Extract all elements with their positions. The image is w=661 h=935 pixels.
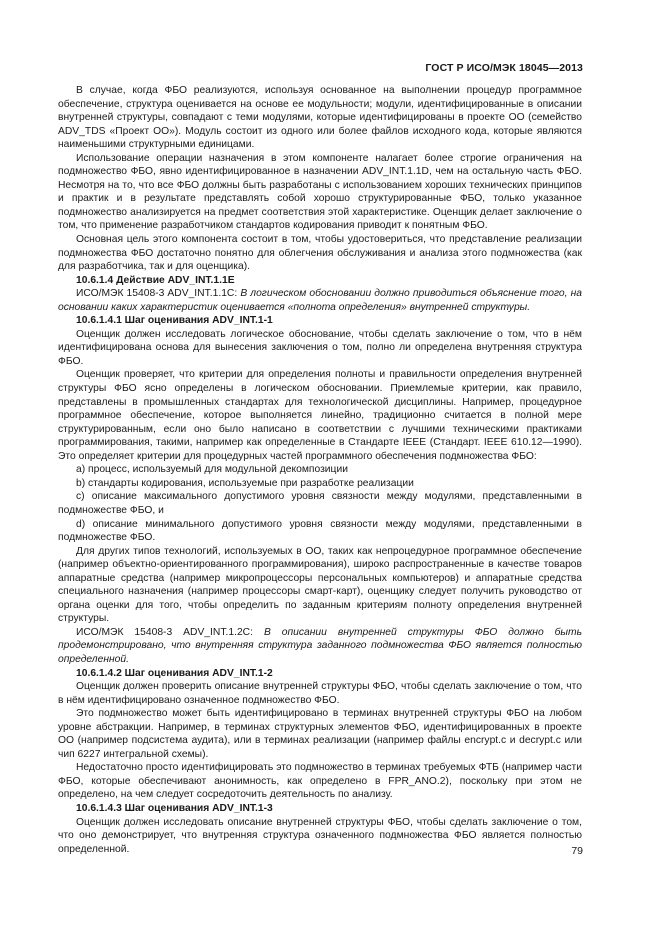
section-heading [58,802,582,816]
paragraph [58,287,582,314]
section-heading [58,667,582,681]
list-item [58,477,582,491]
paragraph [58,233,582,274]
requirement-text: В логическом обосновании должно приводиться объяснение того, на основании каких характеристик оценивается «полнота определения» внутренней структуры. [58,288,582,313]
paragraph-text: b) стандарты кодирования, используемые при разработке реализации [76,477,414,489]
document-body [58,84,582,856]
paragraph [58,545,582,626]
paragraph-text: Оценщик проверяет, что критерии для определения полноты и правильности определения внутренней структуры ФБО ясно определены в логическом обосновании. Приемлемые критерии, как правило, представлены в промышленных стандартах для технологической дисциплины. Например, процедурное программное обеспечение, которое выполняется линейно, традиционно считается в полной мере структурированным, если оно было написано в соответствии с лучшими техническими практиками программирования, такими, например как определенные в Стандарте IEEE (Стандарт. IEEE 610.12—1990). Это определяет критерии для процедурных частей программного обеспечения подмножества ФБО: [58,369,582,462]
paragraph-text: ИСО/МЭК 15408-3 ADV_INT.1.2C: [76,626,264,638]
paragraph-text: Использование операции назначения в этом компоненте налагает более строгие ограничения на подмножество ФБО, явно идентифицированное в назначении ADV_INT.1.1D, чем на остальную часть ФБО. Несмотря на то, что все ФБО должны быть разработаны с использованием хороших технических принципов и практик и в результате представлять собой хорошо структурированные ФБО, только указанное подмножество анализируется на предмет соответствия этой характеристике. Оценщик делает заключение о том, что применение разработчиком стандартов кодирования приводит к понятным ФБО. [58,152,582,232]
paragraph-text: В случае, когда ФБО реализуются, используя основанное на выполнении процедур программное обеспечение, структура оценивается на основе ее модульности; модули, идентифицированные в описании внутренней структуры, совпадают с теми модулями, которые идентифицированы в проекте ОО (семейство ADV_TDS «Проект ОО»). Модуль состоит из одного или более файлов исходного кода, которые являются наименьшими структурными единицами. [58,85,582,151]
paragraph [58,84,582,152]
paragraph [58,368,582,463]
section-heading [58,314,582,328]
paragraph-text: Оценщик должен проверить описание внутренней структуры ФБО, чтобы сделать заключение о том, что в нём идентифицировано означенное подмножество ФБО. [58,681,582,706]
list-item [58,463,582,477]
paragraph-text: c) описание максимального допустимого уровня связности между модулями, представленными в подмножестве ФБО, и [58,491,582,516]
paragraph-text: d) описание минимального допустимого уровня связности между модулями, представленными в подмножестве ФБО. [58,518,582,544]
paragraph-text: ИСО/МЭК 15408-3 ADV_INT.1.1C: [76,288,241,300]
paragraph [58,680,582,707]
paragraph [58,707,582,761]
paragraph [58,816,582,857]
paragraph-text: 10.6.1.4 Действие ADV_INT.1.1E [76,274,235,286]
paragraph [58,761,582,802]
paragraph-text: Оценщик должен исследовать описание внутренней структуры ФБО, чтобы сделать заключение о том, что оно демонстрирует, что внутренняя структура означенного подмножества ФБО является полностью определенной. [58,816,582,855]
list-item [58,490,582,517]
paragraph-text: 10.6.1.4.1 Шаг оценивания ADV_INT.1-1 [76,315,273,327]
paragraph-text: a) процесс, используемый для модульной декомпозиции [76,464,348,476]
paragraph-text: Недостаточно просто идентифицировать это подмножество в терминах требуемых ФТБ (например части ФБО, которые обеспечивают анонимность, как определено в FPR_ANO.2), поскольку при этом не определено, на чем следует сосредоточить деятельность по анализу. [58,762,582,801]
section-heading [58,274,582,288]
paragraph-text: Оценщик должен исследовать логическое обоснование, чтобы сделать заключение о том, что в нём идентифицирована основа для вынесения заключения о том, полно ли определена внутренняя структура ФБО. [58,328,582,367]
paragraph-text: 10.6.1.4.2 Шаг оценивания ADV_INT.1-2 [76,667,273,679]
requirement-text: В описании внутренней структуры ФБО должно быть продемонстрировано, что внутренняя структура заданного подмножества ФБО является полностью определенной. [58,626,582,665]
paragraph-text: Основная цель этого компонента состоит в том, чтобы удостовериться, что представление реализации подмножества ФБО достаточно понятно для облегчения обслуживания и анализа этого подмножества (как для разработчика, так и для оценщика). [58,234,582,273]
paragraph-text: Для других типов технологий, используемых в ОО, таких как непроцедурное программное обеспечение (например объектно-ориентированного программирования), широко распространенные в качестве товаров аппаратные средства (например микропроцессоры персональных компьютеров) и аппаратные средства специального назначения (например процессоры смарт-карт), оценщику следует получить руководство от органа оценки для того, чтобы определить по заданным критериям полноту определения внутренней структуры. [58,545,582,625]
paragraph [58,626,582,667]
list-item [58,518,582,545]
paragraph-text: 10.6.1.4.3 Шаг оценивания ADV_INT.1-3 [76,802,273,814]
standard-header: ГОСТ Р ИСО/МЭК 18045—2013 [425,62,583,74]
paragraph-text: Это подмножество может быть идентифицировано в терминах внутренней структуры ФБО на любом уровне абстракции. Например, в терминах структурных элементов ФБО, идентифицированных в проекте ОО (например подсистема аудита), или в терминах реализации (например файлы encrypt.c и decrypt.c или чип 6227 интегральной схемы). [58,708,582,760]
paragraph [58,152,582,233]
paragraph [58,328,582,369]
page-number: 79 [571,845,583,857]
